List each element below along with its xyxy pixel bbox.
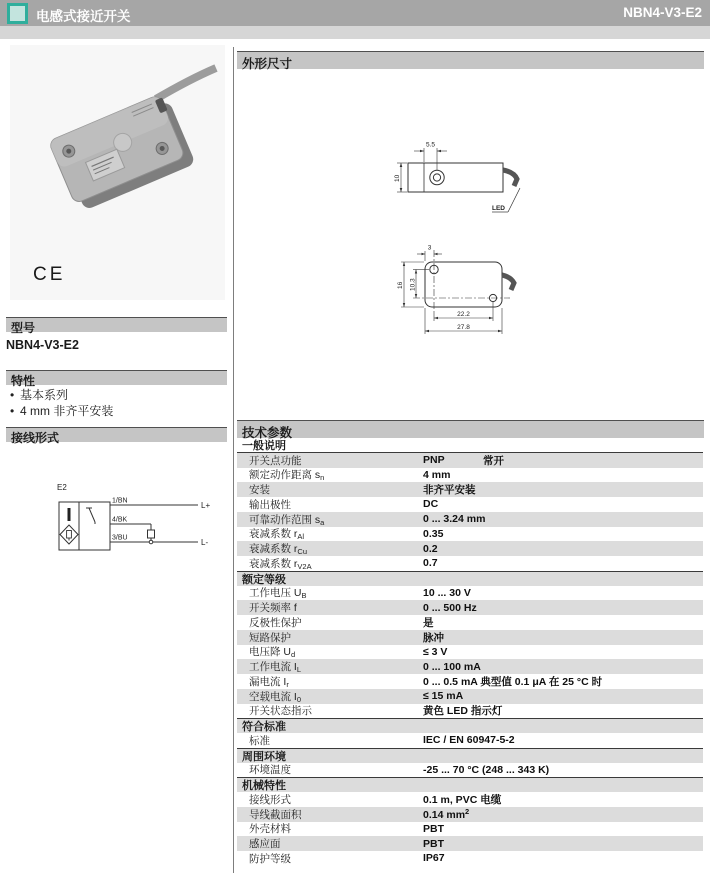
param-value: ≤ 3 V (423, 645, 448, 658)
param-value: 0 ... 0.5 mA 典型值 0.1 μA 在 25 °C 时 (423, 675, 603, 688)
table-row (237, 807, 703, 822)
param-label: 输出极性 (249, 498, 291, 511)
section-bar-tech: 技术参数 (237, 420, 704, 438)
param-label: 外壳材料 (249, 823, 291, 836)
param-label: 防护等级 (249, 852, 291, 865)
tech-section-header: 一般说明 (237, 438, 703, 453)
param-value: 0.35 (423, 527, 444, 540)
table-row (237, 615, 703, 630)
table-row (237, 822, 703, 837)
param-value: 0.14 $mm^2$ (423, 807, 470, 822)
param-value: 0 ... 500 Hz (423, 601, 477, 614)
param-value: 黄色 LED 指示灯 (423, 705, 503, 718)
table-row (237, 763, 703, 778)
cable-stub (502, 275, 514, 290)
connection-diagram-e2 (40, 476, 210, 576)
param-label: 安装 (249, 484, 270, 497)
column-divider (233, 47, 234, 873)
table-row (237, 659, 703, 674)
header-sub-strip (0, 26, 710, 39)
table-row (237, 836, 703, 851)
table-row (237, 541, 703, 556)
table-row (237, 468, 703, 483)
param-label: 反极性保护 (249, 616, 302, 629)
param-value: 0 ... 100 mA (423, 660, 481, 673)
section-bar-model: 型号 (6, 317, 227, 332)
product-name-header: NBN4-V3-E2 (623, 5, 702, 20)
table-row (237, 645, 703, 660)
feature-text: 4 mm 非齐平安装 (20, 404, 114, 418)
table-row (237, 733, 703, 748)
dim-inner-label: 10.3 (409, 278, 417, 291)
param-label: 空载电流 $I_0$ (249, 690, 302, 704)
feature-item (6, 403, 226, 419)
table-row (237, 674, 703, 689)
param-label: 额定动作距离 $s_n$ (249, 469, 325, 483)
param-value: PBT (423, 837, 444, 850)
sensor-cable (156, 68, 216, 99)
table-row (237, 630, 703, 645)
param-label: 衰减系数 $r_{Cu}$ (249, 543, 308, 556)
section-bar-connection: 接线形式 (6, 427, 227, 442)
table-row (237, 556, 703, 571)
param-value: DC (423, 498, 439, 511)
param-value: IEC / EN 60947-5-2 (423, 734, 515, 747)
param-label: 接线形式 (249, 793, 291, 806)
param-label: 电压降 $U_d$ (249, 646, 296, 660)
product-photo (10, 45, 225, 300)
table-row (237, 453, 703, 468)
param-value-2: 常开 (483, 454, 504, 467)
param-label: 衰减系数 $r_{V2A}$ (249, 557, 312, 571)
table-row (237, 586, 703, 601)
param-value: 脉冲 (423, 631, 444, 644)
param-value: 非齐平安装 (423, 484, 476, 497)
diagram-label: E2 (57, 483, 67, 492)
param-value: ≤ 15 mA (423, 690, 464, 703)
param-label: 工作电流 $I_L$ (249, 661, 302, 674)
load-symbol-icon (148, 530, 155, 538)
tech-section-header: 机械特性 (237, 777, 703, 792)
param-label: 开关频率 f (249, 602, 297, 615)
dim-len-outer-label: 27.8 (457, 324, 470, 331)
param-value: 是 (423, 616, 434, 629)
inductive-symbol-icon (68, 508, 71, 521)
dim-hole-label: 3 (427, 244, 432, 252)
wire1-label: 1/BN (112, 497, 128, 505)
param-label: 开关点功能 (249, 454, 302, 467)
tech-parameters-table (237, 438, 703, 866)
table-row (237, 689, 703, 704)
param-label: 环境温度 (249, 764, 291, 777)
dimension-drawing-side (388, 128, 533, 218)
housing-outline (408, 163, 503, 192)
wire2-label: 4/BK (112, 516, 128, 524)
section-bar-dimensions: 外形尺寸 (237, 51, 704, 69)
param-label: 衰减系数 $r_{Al}$ (249, 528, 305, 542)
dim-height-label: 16 (397, 281, 404, 289)
param-label: 工作电压 $U_B$ (249, 587, 307, 601)
param-value: 0.7 (423, 557, 438, 570)
dimension-drawing-top (393, 230, 528, 348)
table-row (237, 497, 703, 512)
section-bar-features: 特性 (6, 370, 227, 385)
tech-section-header: 额定等级 (237, 571, 703, 586)
sensor-photo-drawing (10, 45, 225, 300)
param-label: 感应面 (249, 838, 281, 851)
param-label: 可靠动作范围 $s_a$ (249, 513, 325, 527)
param-value: 0 ... 3.24 mm (423, 513, 486, 526)
dim-len-inner-label: 22.2 (457, 311, 470, 318)
dim-width-label: 5.5 (425, 141, 436, 149)
ce-mark: CE (33, 264, 66, 285)
sensor-symbol-box (59, 502, 110, 550)
tech-section-header: 符合标准 (237, 718, 703, 733)
table-row (237, 600, 703, 615)
table-row (237, 482, 703, 497)
table-row (237, 851, 703, 866)
model-value: NBN4-V3-E2 (6, 338, 79, 352)
param-value: 0.2 (423, 542, 438, 555)
cable-stub (503, 170, 517, 186)
feature-text: 基本系列 (20, 388, 69, 402)
param-label: 导线截面积 (249, 808, 302, 821)
tech-section-header: 周围环境 (237, 748, 703, 763)
supply-plus-label: L+ (201, 501, 210, 510)
param-value: PNP (423, 454, 445, 467)
param-value: IP67 (423, 852, 445, 865)
wire3-label: 3/BU (112, 534, 128, 542)
param-label: 漏电流 $I_r$ (249, 675, 289, 689)
param-label: 短路保护 (249, 631, 291, 644)
param-label: 开关状态指示 (249, 705, 312, 718)
features-list (6, 387, 226, 419)
param-value: PBT (423, 822, 444, 835)
table-row (237, 512, 703, 527)
table-row (237, 792, 703, 807)
table-row (237, 527, 703, 542)
table-row (237, 704, 703, 719)
bullet-icon: • (10, 404, 15, 418)
param-value: -25 ... 70 °C (248 ... 343 K) (423, 763, 550, 776)
param-value: 4 mm (423, 468, 451, 481)
led-leader-line (508, 188, 520, 212)
led-label: LED (492, 205, 505, 212)
bullet-icon: • (10, 388, 15, 402)
param-value: 10 ... 30 V (423, 586, 471, 599)
param-value: 0.1 m, PVC 电缆 (423, 793, 502, 806)
feature-item (6, 387, 226, 403)
param-label: 标准 (249, 734, 270, 747)
page-title: 电感式接近开关 (36, 9, 131, 24)
supply-minus-label: L- (201, 538, 209, 547)
dim-height-label: 10 (394, 174, 401, 182)
brand-square-icon (7, 3, 28, 24)
